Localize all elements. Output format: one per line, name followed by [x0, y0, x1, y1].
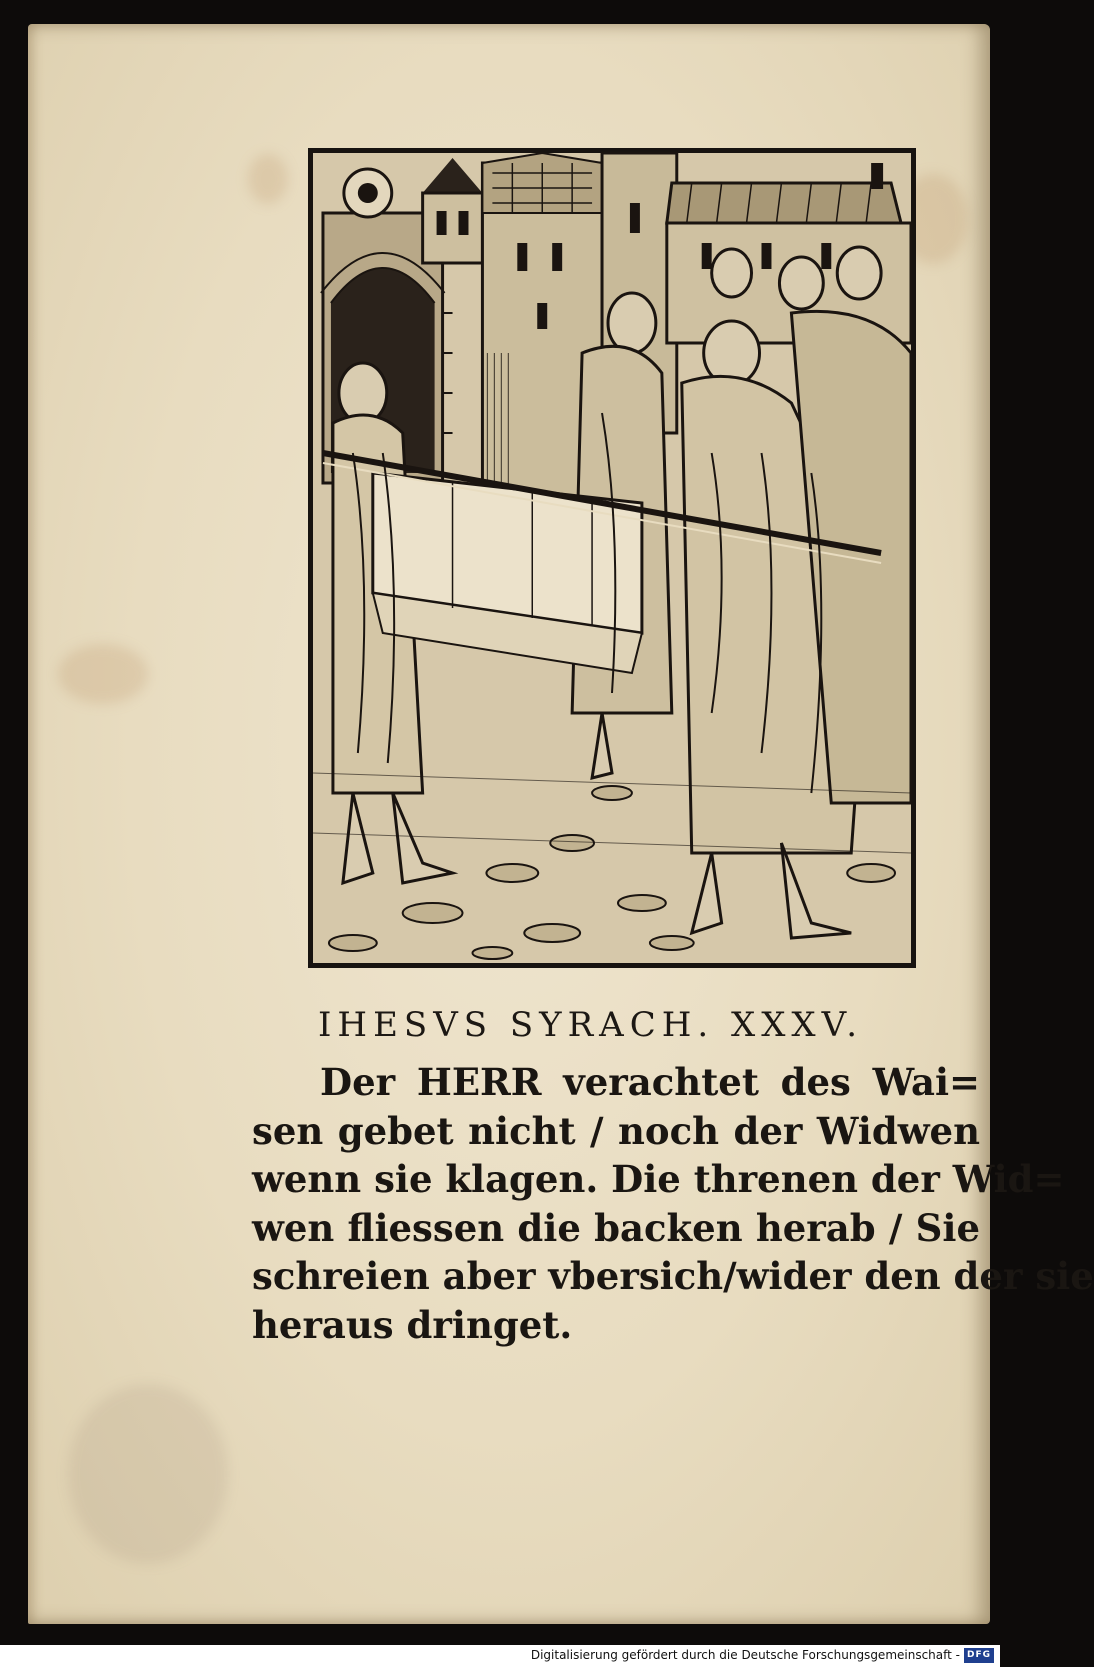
verse-line: wen fliessen die backen herab / Sie — [252, 1205, 980, 1250]
verse-line: sen gebet nicht / noch der Widwen — [252, 1108, 980, 1153]
chapter-heading: IHESVS SYRACH. XXXV. — [318, 1005, 864, 1045]
paper-stain — [58, 644, 148, 704]
verse-text — [252, 1058, 1094, 1349]
verse-line: heraus dringet. — [252, 1302, 573, 1347]
woodcut-illustration-icon — [308, 148, 916, 968]
woodcut-drawing — [313, 153, 911, 963]
verse-line: Der HERR verachtet des Wai= — [320, 1060, 980, 1104]
dfg-logo-icon[interactable]: DFG — [964, 1648, 994, 1663]
footer-bar — [0, 1645, 1000, 1667]
paper-stain — [248, 154, 288, 204]
verse-line: wenn sie klagen. Die threnen der Wid= — [252, 1157, 1065, 1201]
verse-line: schreien aber vbersich/wider den der sie — [252, 1254, 1094, 1298]
paper-stain — [68, 1384, 228, 1564]
footer-credit: Digitalisierung gefördert durch die Deutsche Forschungsgemeinschaft - — [530, 1648, 960, 1662]
